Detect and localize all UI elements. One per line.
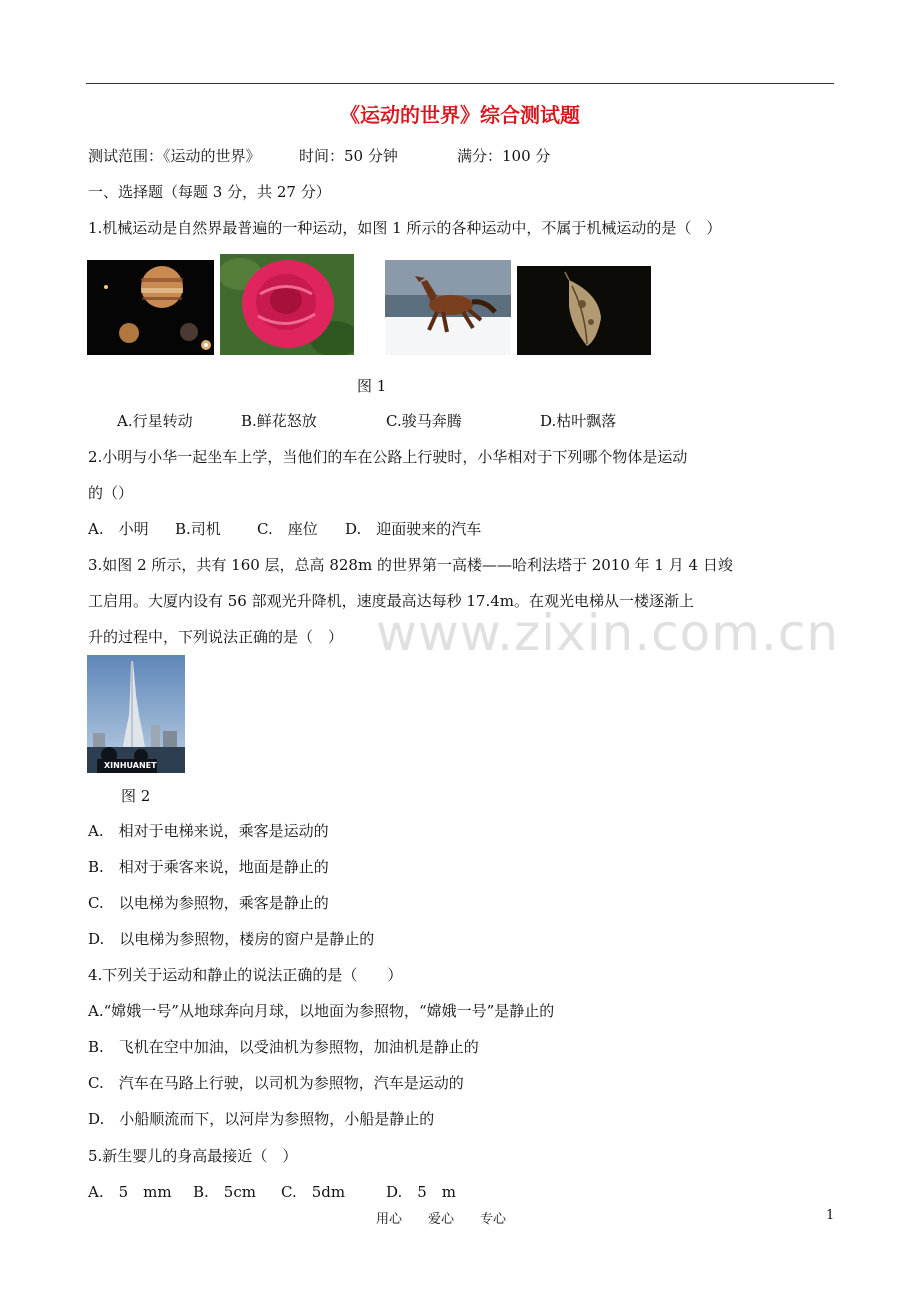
watermark: www.zixin.com.cn <box>376 604 840 662</box>
q5-option-c: C. 5dm <box>281 1183 346 1201</box>
q5-option-d: D. 5 m <box>386 1183 457 1201</box>
question-1-stem: 1.机械运动是自然界最普遍的一种运动，如图 1 所示的各种运动中，不属于机械运动的是（ ） <box>88 219 722 237</box>
question-3-stem-line-1: 3.如图 2 所示，共有 160 层，总高 828m 的世界第一高楼——哈利法塔于 2010 年 1 月 4 日竣 <box>88 556 733 574</box>
page-number: 1 <box>826 1208 835 1223</box>
q4-option-b: B. 飞机在空中加油，以受油机为参照物，加油机是静止的 <box>88 1038 479 1056</box>
question-2-stem-line-2: 的（） <box>88 484 134 502</box>
test-scope: 测试范围：《运动的世界》 <box>88 147 261 165</box>
footer-slogan: 用心 爱心 专心 <box>376 1212 507 1227</box>
q1-option-c: C.骏马奔腾 <box>386 412 462 430</box>
q1-option-b: B.鲜花怒放 <box>241 412 317 430</box>
question-2-stem-line-1: 2.小明与小华一起坐车上学，当他们的车在公路上行驶时，小华相对于下列哪个物体是运动 <box>88 448 688 466</box>
q2-option-c: C. 座位 <box>257 520 318 538</box>
test-time: 时间：50 分钟 <box>299 147 398 165</box>
q2-option-d: D. 迎面驶来的汽车 <box>345 520 482 538</box>
photo-credit: XINHUANET <box>104 761 157 770</box>
q4-option-c: C. 汽车在马路上行驶，以司机为参照物，汽车是运动的 <box>88 1074 464 1092</box>
question-4-stem: 4.下列关于运动和静止的说法正确的是（ ） <box>88 966 403 984</box>
q5-option-b: B. 5cm <box>193 1183 256 1201</box>
figure-1-caption: 图 1 <box>357 377 387 395</box>
q3-option-c: C. 以电梯为参照物，乘客是静止的 <box>88 894 329 912</box>
tower-image <box>87 655 185 773</box>
q5-option-a: A. 5 mm <box>88 1183 172 1201</box>
rose-image <box>220 254 354 355</box>
q4-option-d: D. 小船顺流而下，以河岸为参照物，小船是静止的 <box>88 1110 435 1128</box>
question-5-stem: 5.新生婴儿的身高最接近（ ） <box>88 1147 298 1165</box>
q1-option-d: D.枯叶飘落 <box>540 412 617 430</box>
horse-image <box>385 260 511 355</box>
section-heading: 一、选择题（每题 3 分，共 27 分） <box>88 183 331 201</box>
q3-option-d: D. 以电梯为参照物，楼房的窗户是静止的 <box>88 930 375 948</box>
q3-option-a: A. 相对于电梯来说，乘客是运动的 <box>88 822 329 840</box>
figure-2-caption: 图 2 <box>121 787 151 805</box>
q1-option-a: A.行星转动 <box>117 412 193 430</box>
q2-option-b: B.司机 <box>175 520 221 538</box>
question-3-stem-line-3: 升的过程中，下列说法正确的是（ ） <box>88 628 344 646</box>
test-full-score: 满分：100 分 <box>457 147 551 165</box>
question-3-stem-line-2: 工启用。大厦内设有 56 部观光升降机，速度最高达每秒 17.4m。在观光电梯从一楼逐渐上 <box>88 592 695 610</box>
q3-option-b: B. 相对于乘客来说，地面是静止的 <box>88 858 329 876</box>
header-rule <box>86 83 834 84</box>
leaf-image <box>517 266 651 355</box>
document-title: 《运动的世界》综合测试题 <box>340 103 580 127</box>
planets-image <box>87 260 214 355</box>
q4-option-a: A.“嫦娥一号”从地球奔向月球，以地面为参照物，“嫦娥一号”是静止的 <box>88 1002 555 1020</box>
q2-option-a: A. 小明 <box>88 520 149 538</box>
